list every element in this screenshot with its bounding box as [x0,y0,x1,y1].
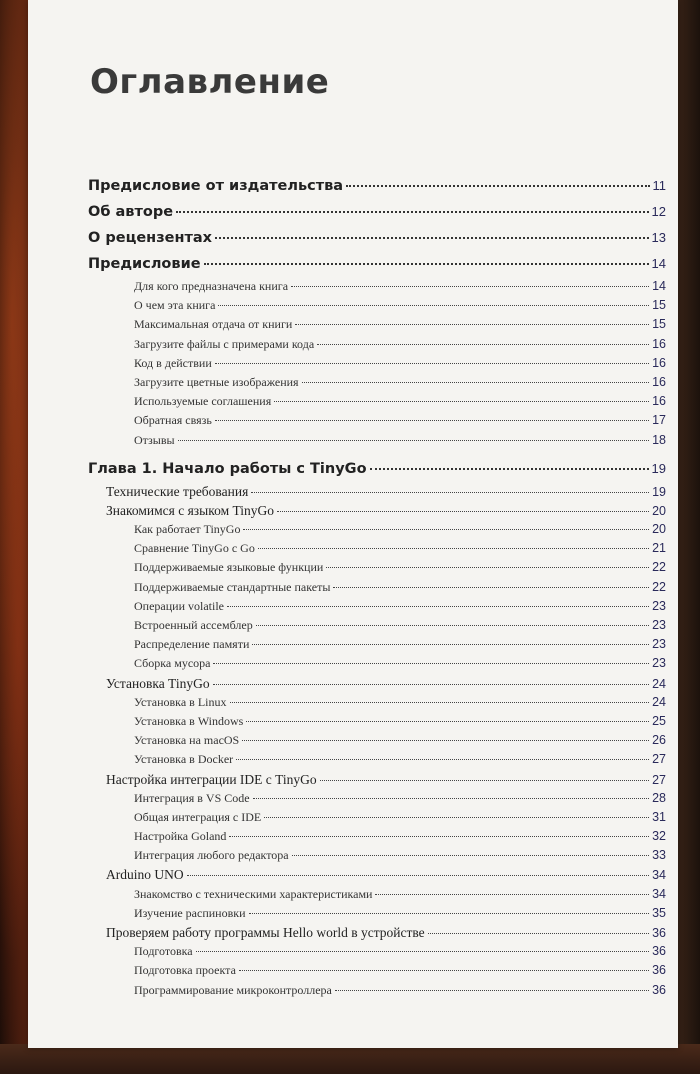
toc-page-number: 35 [652,905,666,920]
toc-entry-label: Изучение распиновки [134,905,246,920]
toc-entry [88,225,666,251]
toc-entry [88,654,666,673]
toc-page-number: 23 [652,656,666,671]
toc-entry [88,173,666,199]
toc-entry [88,539,666,558]
page-title: Оглавление [90,62,330,102]
toc-page-number: 36 [652,944,666,959]
toc-page-number: 16 [652,355,666,370]
toc-entry [88,597,666,616]
toc-entry-label: О чем эта книга [134,298,216,313]
toc-entry [88,693,666,712]
toc-page-number: 36 [652,926,666,940]
toc-page-number: 34 [652,886,666,901]
toc-entry [88,846,666,865]
toc-entry [88,808,666,827]
toc-page-number: 28 [652,790,666,805]
background-right [676,0,700,1074]
toc-entry [88,431,666,450]
toc-dot-leader [187,875,649,876]
toc-page-number: 19 [651,460,666,476]
toc-entry [88,731,666,750]
toc-page-number: 14 [652,279,666,293]
toc-dot-leader [230,702,650,703]
toc-page-number: 20 [652,522,666,537]
toc-entry-label: Для кого предназначена книга [134,279,289,293]
toc-page-number: 21 [652,541,666,556]
toc-page-number: 32 [652,829,666,844]
toc-entry-label: Знакомимся с языком TinyGo [106,502,275,518]
toc-entry-label: Отзывы [134,432,175,447]
toc-dot-leader [258,548,649,549]
toc-dot-leader [249,913,650,914]
toc-dot-leader [317,344,649,345]
toc-dot-leader [274,401,649,402]
toc-dot-leader [246,721,649,722]
toc-entry [88,354,666,373]
toc-page-number: 16 [652,336,666,351]
toc-dot-leader [333,587,649,588]
toc-dot-leader [215,237,649,239]
toc-dot-leader [264,817,649,818]
toc-entry [88,411,666,430]
toc-dot-leader [335,990,649,991]
toc-page-number: 33 [652,848,666,863]
toc-entry [88,674,666,693]
toc-entry [88,315,666,334]
toc-entry-label: Операции volatile [134,598,224,613]
toc-entry-label: Глава 1. Начало работы с TinyGo [88,460,367,477]
toc-page-number: 24 [652,676,666,691]
toc-dot-leader [227,606,649,607]
toc-entry [88,578,666,597]
toc-dot-leader [243,529,649,530]
toc-entry-label: О рецензентах [88,230,213,246]
toc-page-number: 36 [652,982,666,997]
toc-entry-label: Об авторе [88,204,174,220]
toc-entry [88,923,666,942]
toc-page-number: 16 [652,374,666,389]
toc-entry-label: Подготовка проекта [134,963,236,978]
table-of-contents [88,173,666,1000]
toc-page-number: 12 [651,204,666,219]
toc-entry [88,456,666,482]
toc-dot-leader [213,684,650,685]
toc-entry-label: Установка в Linux [134,694,227,709]
toc-entry [88,635,666,654]
toc-dot-leader [178,440,650,441]
toc-entry-label: Знакомство с техническими характеристиками [134,886,373,901]
toc-entry-label: Загрузите цветные изображения [134,374,299,389]
toc-entry [88,251,666,277]
toc-dot-leader [302,382,650,383]
toc-entry-label: Проверяем работу программы Hello world в устройстве [106,925,425,940]
toc-dot-leader [346,185,649,187]
toc-entry-label: Установка в Docker [134,752,234,767]
toc-dot-leader [375,894,649,895]
background-bottom [0,1044,700,1074]
toc-dot-leader [204,263,649,265]
toc-page-number: 23 [652,637,666,652]
toc-dot-leader [292,855,649,856]
toc-entry-label: Технические требования [106,483,249,499]
toc-page-number: 36 [652,963,666,978]
toc-page-number: 11 [652,178,666,193]
toc-entry-label: Установка на macOS [134,733,240,748]
toc-page-number: 31 [652,809,666,824]
toc-entry [88,712,666,731]
toc-dot-leader [236,759,649,760]
toc-dot-leader [252,644,649,645]
toc-entry-label: Код в действии [134,355,212,370]
toc-entry-label: Установка TinyGo [106,675,210,691]
toc-dot-leader [291,286,649,287]
toc-dot-leader [251,492,649,493]
toc-dot-leader [218,305,649,306]
toc-dot-leader [253,798,649,799]
toc-entry [88,335,666,354]
toc-entry-label: Поддерживаемые языковые функции [134,560,324,575]
toc-entry [88,520,666,539]
toc-page-number: 22 [652,579,666,594]
toc-dot-leader [196,951,649,952]
toc-entry [88,616,666,635]
toc-entry-label: Обратная связь [134,413,212,428]
toc-dot-leader [242,740,649,741]
toc-page-number: 26 [652,733,666,748]
book-page [28,0,678,1048]
toc-entry-label: Поддерживаемые стандартные пакеты [134,579,331,594]
toc-page-number: 27 [652,772,666,787]
toc-dot-leader [176,211,648,213]
toc-page-number: 16 [652,394,666,409]
toc-page-number: 15 [652,317,666,332]
toc-entry [88,827,666,846]
toc-entry [88,961,666,980]
toc-dot-leader [215,420,649,421]
toc-dot-leader [229,836,649,837]
toc-entry-label: Подготовка [134,944,193,959]
toc-entry-label: Настройка Goland [134,829,227,844]
toc-entry-label: Используемые соглашения [134,394,272,409]
toc-entry [88,482,666,501]
toc-dot-leader [215,363,649,364]
toc-page-number: 18 [652,432,666,447]
toc-page-number: 27 [652,752,666,767]
toc-page-number: 34 [652,868,666,883]
toc-entry-label: Предисловие [88,256,201,272]
toc-entry [88,865,666,884]
toc-entry [88,750,666,769]
toc-page-number: 19 [652,484,666,499]
toc-entry-label: Программирование микроконтроллера [134,982,332,997]
toc-entry-label: Сборка мусора [134,656,211,671]
toc-entry-label: Установка в Windows [134,713,244,728]
toc-entry-label: Предисловие от издательства [88,178,344,194]
toc-entry-label: Общая интеграция с IDE [134,809,262,824]
toc-dot-leader [320,780,649,781]
toc-entry [88,558,666,577]
toc-dot-leader [370,468,649,470]
toc-entry [88,373,666,392]
toc-entry [88,885,666,904]
toc-dot-leader [295,324,649,325]
toc-dot-leader [256,625,649,626]
toc-page-number: 24 [652,694,666,709]
toc-page-number: 15 [652,298,666,313]
toc-page-number: 20 [652,503,666,518]
toc-entry-label: Интеграция в VS Code [134,790,250,805]
toc-entry [88,296,666,315]
toc-entry [88,942,666,961]
toc-dot-leader [326,567,649,568]
toc-entry-label: Сравнение TinyGo с Go [134,541,255,556]
toc-page-number: 22 [652,560,666,575]
toc-page-number: 17 [652,413,666,428]
toc-entry-label: Загрузите файлы с примерами кода [134,336,315,351]
toc-entry [88,392,666,411]
toc-entry [88,789,666,808]
toc-entry-label: Как работает TinyGo [134,522,241,537]
toc-dot-leader [239,970,649,971]
toc-entry-label: Максимальная отдача от книги [134,317,293,332]
toc-page-number: 14 [651,256,666,271]
toc-dot-leader [428,933,649,934]
toc-entry-label: Настройка интеграции IDE с TinyGo [106,771,317,787]
toc-entry-label: Интеграция любого редактора [134,848,289,863]
toc-entry [88,501,666,520]
toc-page-number: 23 [652,598,666,613]
toc-entry [88,277,666,296]
toc-entry-label: Распределение памяти [134,637,250,652]
toc-entry [88,904,666,923]
toc-page-number: 25 [652,713,666,728]
toc-entry-label: Встроенный ассемблер [134,618,253,632]
toc-entry [88,770,666,789]
toc-dot-leader [213,663,649,664]
toc-page-number: 23 [652,618,666,632]
toc-page-number: 13 [651,230,666,245]
toc-entry [88,199,666,225]
toc-dot-leader [277,511,649,512]
toc-entry-label: Arduino UNO [106,867,184,883]
toc-entry [88,981,666,1000]
